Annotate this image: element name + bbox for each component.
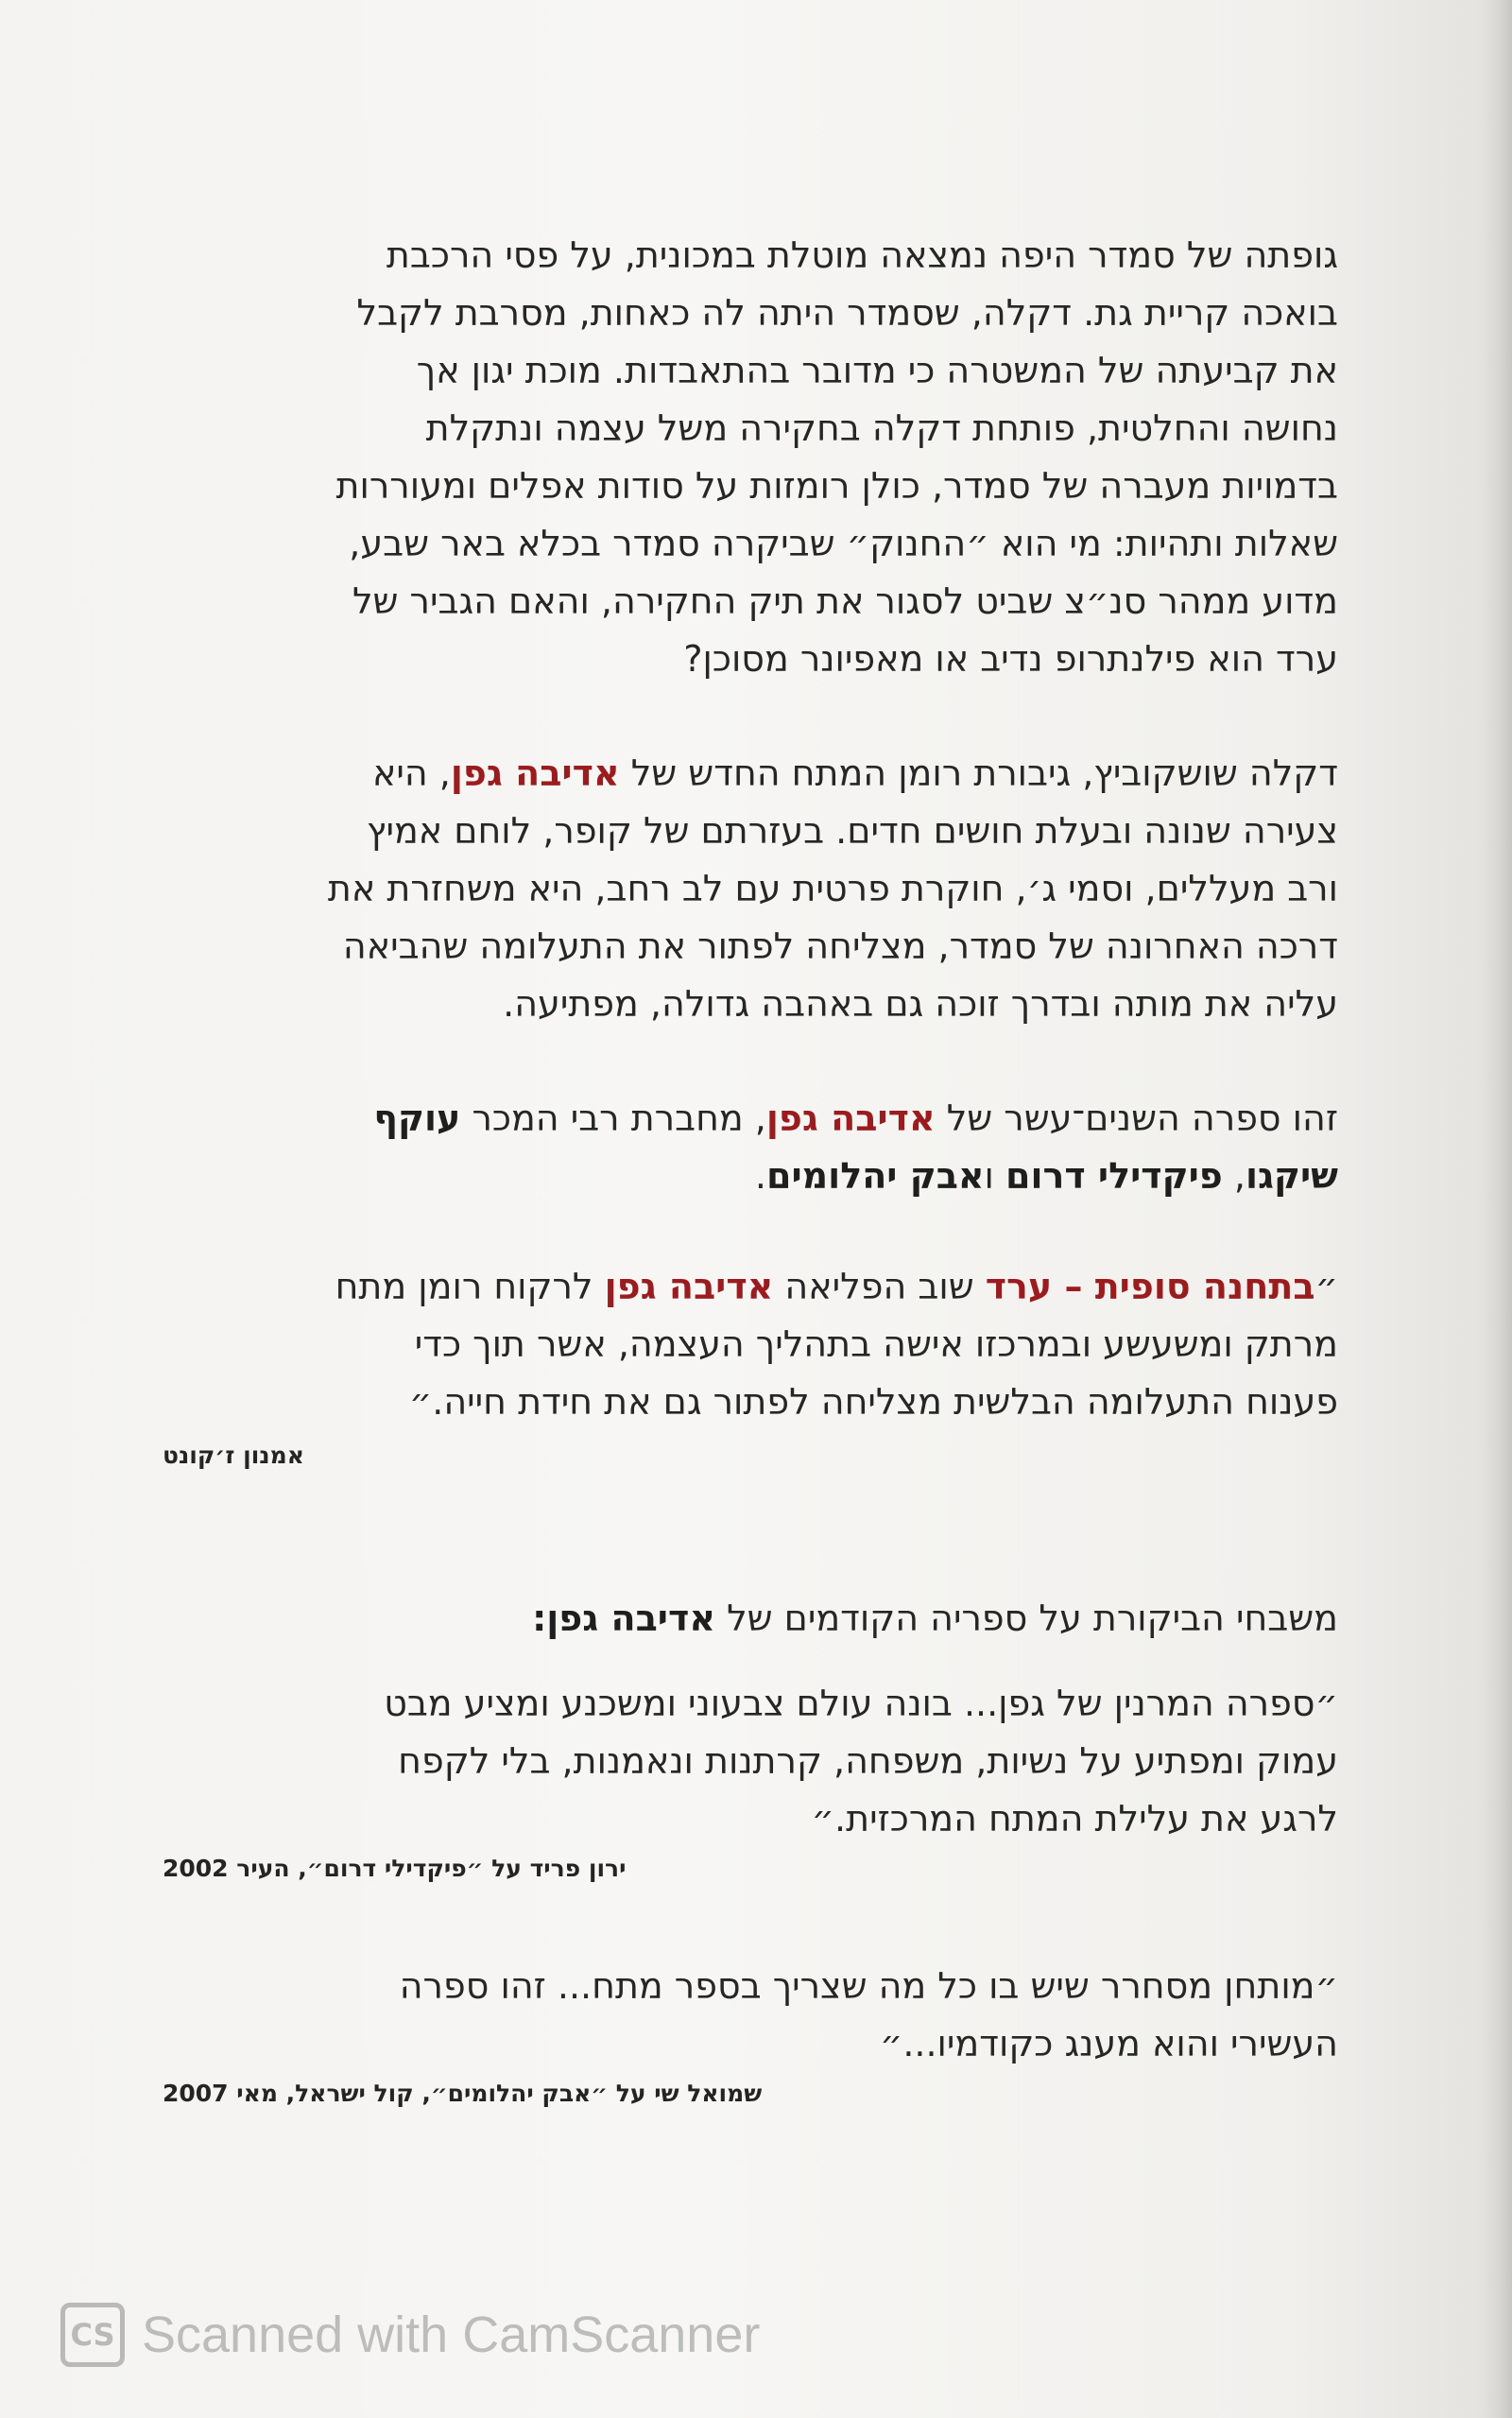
book-title: עוקף bbox=[373, 1097, 461, 1139]
camscanner-watermark bbox=[60, 2299, 760, 2371]
text-line: עליה את מותה ובדרך זוכה גם באהבה גדולה, מפתיעה. bbox=[503, 983, 1338, 1025]
quote-credit: שמואל שי על ״אבק יהלומים״, קול ישראל, מאי 2007 bbox=[163, 2080, 763, 2107]
text-line: ״ספרה המרנין של גפן... בונה עולם צבעוני ומשכנע ומציע מבט bbox=[384, 1683, 1338, 1724]
author-name: אדיבה גפן bbox=[546, 1598, 715, 1639]
quote-mark: ״ bbox=[1314, 1266, 1338, 1307]
book-title: בתחנה סופית – ערד bbox=[985, 1266, 1315, 1307]
praise-heading bbox=[163, 1590, 1338, 1648]
text-line: מרתק ומשעשע ובמרכזו אישה בתהליך העצמה, אשר תוך כדי bbox=[414, 1323, 1338, 1365]
text-line: מדוע ממהר סנ״צ שביט לסגור את תיק החקירה, והאם הגביר של bbox=[352, 580, 1338, 622]
text-segment: משבחי הביקורת על ספריה הקודמים של bbox=[714, 1598, 1338, 1639]
separator: ו bbox=[984, 1155, 1005, 1197]
text-line: ורב מעללים, וסמי ג׳, חוקרת פרטית עם לב רחב, היא משחזרת את bbox=[327, 868, 1338, 909]
page-edge-shadow bbox=[1480, 0, 1512, 2418]
review-quote-3 bbox=[163, 1958, 1338, 2073]
author-name: אדיבה גפן bbox=[765, 1097, 936, 1139]
text-segment: , מחברת רבי המכר bbox=[460, 1097, 766, 1139]
text-line: עמוק ומפתיע על נשיות, משפחה, קרתנות ונאמנות, בלי לקפח bbox=[398, 1740, 1338, 1782]
quote-credit: אמנון ז׳קונט bbox=[163, 1442, 304, 1469]
text-line bbox=[163, 745, 1338, 803]
text-line: גופתה של סמדר היפה נמצאה מוטלת במכונית, על פסי הרכבת bbox=[386, 234, 1338, 276]
separator: : bbox=[532, 1598, 547, 1639]
text-line: פענוח התעלומה הבלשית מצליחה לפתור גם את חידת חייה.״ bbox=[408, 1381, 1338, 1423]
text-line: ״מותחן מסחרר שיש בו כל מה שצריך בספר מתח... זהו ספרה bbox=[399, 1965, 1338, 2007]
camscanner-logo-icon: CS bbox=[60, 2303, 125, 2367]
text-segment: לרקוח רומן מתח bbox=[335, 1266, 605, 1307]
book-title: פיקדילי דרום bbox=[1005, 1155, 1223, 1197]
author-name: אדיבה גפן bbox=[450, 752, 620, 794]
text-line: נחושה והחלטית, פותחת דקלה בחקירה משל עצמה ונתקלת bbox=[425, 407, 1338, 449]
text-segment: דקלה שושקוביץ, גיבורת רומן המתח החדש של bbox=[619, 752, 1338, 794]
book-title: שיקגו bbox=[1245, 1155, 1338, 1197]
author-name: אדיבה גפן bbox=[604, 1266, 774, 1307]
synopsis-paragraph-1 bbox=[163, 227, 1338, 688]
text-line: שאלות ותהיות: מי הוא ״החנוק״ שביקרה סמדר בכלא באר שבע, bbox=[349, 523, 1338, 564]
book-title: אבק יהלומים bbox=[766, 1155, 985, 1197]
separator: , bbox=[1222, 1155, 1246, 1197]
text-line bbox=[163, 1258, 1338, 1316]
review-quote-2 bbox=[163, 1675, 1338, 1848]
text-line bbox=[163, 1148, 1338, 1205]
quote-credit: ירון פריד על ״פיקדילי דרום״, העיר 2002 bbox=[163, 1855, 627, 1882]
text-line: את קביעתה של המשטרה כי מדובר בהתאבדות. מוכת יגון אך bbox=[416, 350, 1338, 391]
text-line bbox=[163, 1090, 1338, 1148]
synopsis-paragraph-2 bbox=[163, 745, 1338, 1033]
text-line: דרכה האחרונה של סמדר, מצליחה לפתור את התעלומה שהביאה bbox=[342, 925, 1338, 967]
author-books-paragraph bbox=[163, 1090, 1338, 1205]
watermark-text: Scanned with CamScanner bbox=[142, 2306, 761, 2363]
text-line: צעירה שנונה ובעלת חושים חדים. בעזרתם של קופר, לוחם אמיץ bbox=[366, 810, 1338, 852]
text-segment: שוב הפליאה bbox=[773, 1266, 986, 1307]
text-line: העשירי והוא מענג כקודמיו...״ bbox=[879, 2023, 1338, 2064]
text-line: בדמויות מעברה של סמדר, כולן רומזות על סודות אפלים ומעוררות bbox=[335, 465, 1338, 507]
text-line: ערד הוא פילנתרופ נדיב או מאפיונר מסוכן? bbox=[683, 638, 1338, 680]
review-quote-1 bbox=[163, 1258, 1338, 1431]
text-line: בואכה קריית גת. דקלה, שסמדר היתה לה כאחות, מסרבת לקבל bbox=[356, 292, 1338, 334]
text-segment: זהו ספרה השנים־עשר של bbox=[935, 1097, 1338, 1139]
separator: . bbox=[754, 1155, 767, 1197]
text-segment: , היא bbox=[372, 752, 451, 794]
text-line: לרגע את עלילת המתח המרכזית.״ bbox=[811, 1798, 1338, 1839]
text-line bbox=[163, 1590, 1338, 1648]
